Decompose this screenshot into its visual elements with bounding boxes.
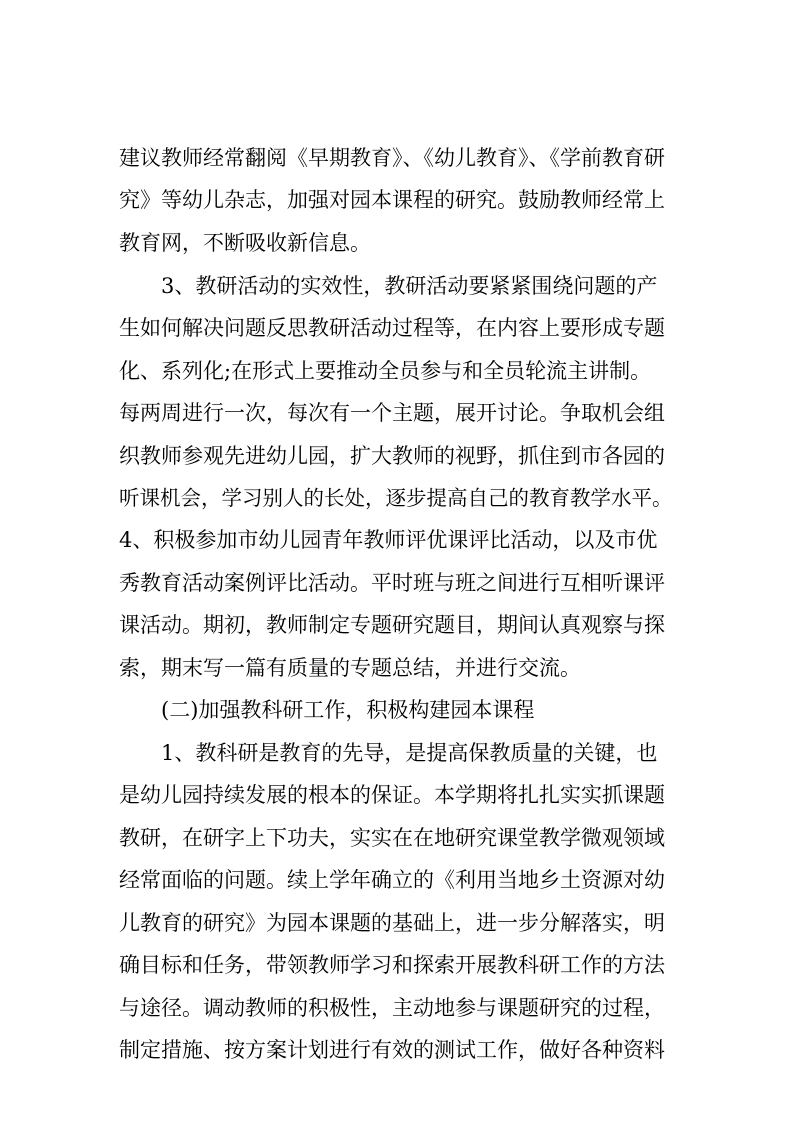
- line-text: 是幼儿园持续发展的根本的保证。本学期将扎扎实实抓课题: [119, 783, 665, 807]
- text-line: [0, 353, 794, 389]
- line-text: 4、积极参加市幼儿园青年教师评优课评比活动，以及市优: [119, 528, 658, 552]
- text-line: [0, 182, 794, 218]
- text-line: [0, 438, 794, 474]
- line-text: 织教师参观先进幼儿园，扩大教师的视野，抓住到市各园的: [119, 444, 665, 468]
- section-heading: [0, 692, 794, 728]
- text-line: [0, 777, 794, 813]
- text-line: [0, 650, 794, 686]
- text-line: [0, 565, 794, 601]
- line-text: 化、系列化;在形式上要推动全员参与和全员轮流主讲制。: [119, 359, 652, 383]
- line-text: 制定措施、按方案计划进行有效的测试工作，做好各种资料: [119, 1038, 665, 1062]
- text-line: [0, 905, 794, 941]
- line-text: 教研，在研字上下功夫，实实在在地研究课堂教学微观领域: [119, 826, 665, 850]
- line-text: 建议教师经常翻阅《早期教育》、《幼儿教育》、《学前教育研: [119, 146, 665, 170]
- text-line: [0, 310, 794, 346]
- line-text: 索，期末写一篇有质量的专题总结，并进行交流。: [119, 656, 581, 680]
- line-text: 课活动。期初，教师制定专题研究题目，期间认真观察与探: [119, 613, 665, 637]
- line-text: 秀教育活动案例评比活动。平时班与班之间进行互相听课评: [119, 571, 665, 595]
- text-line: [0, 607, 794, 643]
- line-text: 经常面临的问题。续上学年确立的《利用当地乡土资源对幼: [119, 868, 665, 892]
- line-text: 3、教研活动的实效性，教研活动要紧紧围绕问题的产: [161, 274, 658, 298]
- line-text: 与途径。调动教师的积极性，主动地参与课题研究的过程，: [119, 996, 665, 1020]
- text-line: [0, 735, 794, 771]
- text-line: [0, 225, 794, 261]
- text-line: [0, 140, 794, 176]
- line-text: 每两周进行一次，每次有一个主题，展开讨论。争取机会组: [119, 401, 665, 425]
- line-text: 生如何解决问题反思教研活动过程等，在内容上要形成专题: [119, 316, 665, 340]
- line-text: 究》等幼儿杂志，加强对园本课程的研究。鼓励教师经常上: [119, 188, 665, 212]
- text-line: [0, 947, 794, 983]
- line-text: 教育网，不断吸收新信息。: [119, 231, 371, 255]
- heading-text: (二)加强教科研工作，积极构建园本课程: [161, 698, 535, 722]
- text-line: [0, 395, 794, 431]
- line-text: 听课机会，学习别人的长处，逐步提高自己的教育教学水平。: [119, 486, 673, 510]
- line-text: 1、教科研是教育的先导，是提高保教质量的关键，也: [161, 741, 658, 765]
- text-line: [0, 268, 794, 304]
- text-line: [0, 820, 794, 856]
- text-line: [0, 862, 794, 898]
- text-line: [0, 1032, 794, 1068]
- line-text: 确目标和任务，带领教师学习和探索开展教科研工作的方法: [119, 953, 665, 977]
- text-line: [0, 480, 794, 516]
- text-line: [0, 522, 794, 558]
- text-line: [0, 990, 794, 1026]
- line-text: 儿教育的研究》为园本课题的基础上，进一步分解落实，明: [119, 911, 665, 935]
